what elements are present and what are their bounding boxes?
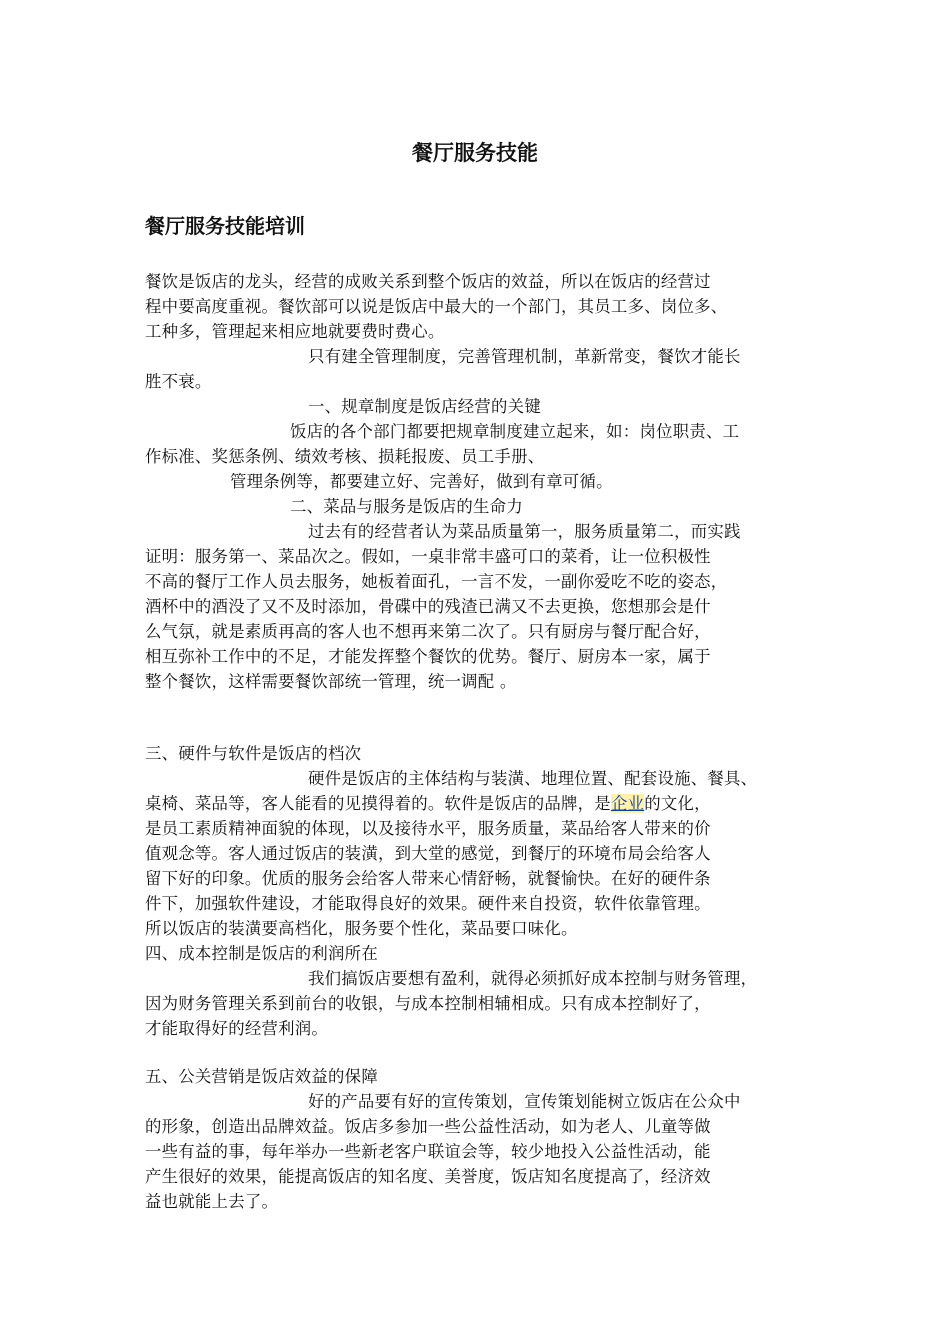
paragraph-line: 的形象，创造出品牌效益。饭店多参加一些公益性活动，如为老人、儿童等做 [145, 1117, 711, 1136]
paragraph-line: 我们搞饭店要想有盈利，就得必须抓好成本控制与财务管理， [308, 969, 758, 988]
paragraph-line: 益也就能上去了。 [145, 1192, 279, 1211]
paragraph-line: 胜不衰。 [145, 372, 212, 391]
paragraph-line: 件下，加强软件建设，才能取得良好的效果。硬件来自投资，软件依靠管理。 [145, 894, 711, 913]
page-title: 餐厅服务技能 [412, 141, 538, 165]
paragraph-line: 整个餐饮，这样需要餐饮部统一管理，统一调配 。 [145, 672, 517, 691]
text-segment: 桌椅、菜品等，客人能看的见摸得着的。软件是饭店的品牌，是 [145, 794, 611, 813]
paragraph-line: 留下好的印象。优质的服务会给客人带来心情舒畅，就餐愉快。在好的硬件条 [145, 869, 711, 888]
paragraph-line: 所以饭店的装潢要高档化，服务要个性化，菜品要口味化。 [145, 919, 578, 938]
paragraph-line: 管理条例等，都要建立好、完善好，做到有章可循。 [230, 472, 613, 491]
paragraph-line [145, 793, 711, 815]
hyperlink-enterprise[interactable]: 企业 [610, 794, 645, 813]
paragraph-line: 饭店的各个部门都要把规章制度建立起来，如：岗位职责、工 [290, 422, 740, 441]
paragraph-line: 作标准、奖惩条例、绩效考核、损耗报废、员工手册、 [145, 447, 545, 466]
paragraph-line: 因为财务管理关系到前台的收银，与成本控制相辅相成。只有成本控制好了， [145, 994, 711, 1013]
paragraph-line: 只有建全管理制度，完善管理机制，革新常变，餐饮才能长 [308, 347, 741, 366]
section-heading-line: 四、成本控制是饭店的利润所在 [145, 944, 378, 963]
paragraph-line: 值观念等。客人通过饭店的装潢，到大堂的感觉，到餐厅的环境布局会给客人 [145, 844, 711, 863]
section-heading-line: 二、菜品与服务是饭店的生命力 [290, 497, 523, 516]
paragraph-line: 才能取得好的经营利润。 [145, 1019, 329, 1038]
paragraph-line: 不高的餐厅工作人员去服务，她板着面孔，一言不发，一副你爱吃不吃的姿态， [145, 572, 728, 591]
section-heading: 餐厅服务技能培训 [145, 214, 305, 238]
paragraph-line: 过去有的经营者认为菜品质量第一，服务质量第二，而实践 [308, 522, 741, 541]
paragraph-line: 程中要高度重视。餐饮部可以说是饭店中最大的一个部门，其员工多、岗位多、 [145, 297, 728, 316]
paragraph-line: 证明：服务第一、菜品次之。假如，一桌非常丰盛可口的菜肴，让一位积极性 [145, 547, 711, 566]
paragraph-line: 一些有益的事，每年举办一些新老客户联谊会等，较少地投入公益性活动，能 [145, 1142, 711, 1161]
section-heading-line: 三、硬件与软件是饭店的档次 [145, 744, 362, 763]
paragraph-line: 产生很好的效果，能提高饭店的知名度、美誉度，饭店知名度提高了，经济效 [145, 1167, 711, 1186]
paragraph-line: 是员工素质精神面貌的体现，以及接待水平，服务质量，菜品给客人带来的价 [145, 819, 711, 838]
paragraph-line: 餐饮是饭店的龙头，经营的成败关系到整个饭店的效益，所以在饭店的经营过 [145, 272, 711, 291]
paragraph-line: 相互弥补工作中的不足，才能发挥整个餐饮的优势。餐厅、厨房本一家，属于 [145, 647, 711, 666]
section-heading-line: 五、公关营销是饭店效益的保障 [145, 1067, 378, 1086]
paragraph-line: 酒杯中的酒没了又不及时添加，骨碟中的残渣已满又不去更换，您想那会是什 [145, 597, 711, 616]
paragraph-line: 硬件是饭店的主体结构与装潢、地理位置、配套设施、餐具、 [308, 769, 758, 788]
text-segment: 的文化， [644, 794, 711, 813]
paragraph-line: 么气氛，就是素质再高的客人也不想再来第二次了。只有厨房与餐厅配合好， [145, 622, 711, 641]
paragraph-line: 工种多，管理起来相应地就要费时费心。 [145, 322, 445, 341]
section-heading-line: 一、规章制度是饭店经营的关键 [308, 397, 541, 416]
paragraph-line: 好的产品要有好的宣传策划，宣传策划能树立饭店在公众中 [308, 1092, 741, 1111]
